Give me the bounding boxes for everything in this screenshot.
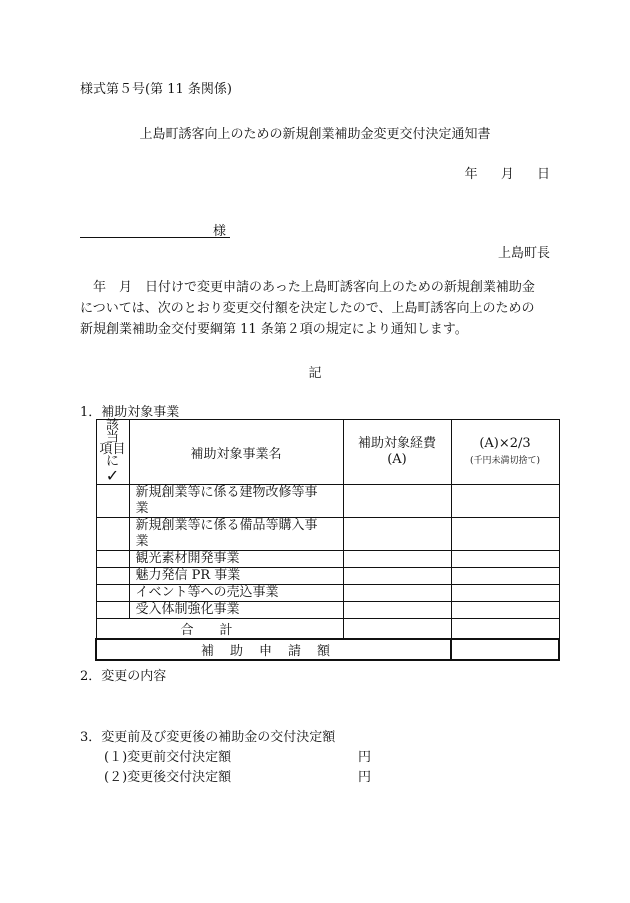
table-row [96, 518, 559, 551]
total-calc-cell[interactable] [451, 619, 559, 640]
check-label-2: 項目に [99, 442, 126, 469]
body-line-1: 年 月 日付けで変更申請のあった上島町誘客向上のための新規創業補助金 [80, 280, 535, 295]
name-column-header: 補助対象事業名 [129, 420, 343, 485]
total-label: 合計 [96, 619, 343, 640]
body-text [80, 277, 550, 340]
cost-cell[interactable] [343, 585, 451, 602]
date-day: 日 [536, 167, 550, 182]
body-line-3: 新規創業補助金交付要綱第 11 条第２項の規定により通知します。 [80, 322, 468, 337]
calc-cell[interactable] [451, 518, 559, 551]
table-row [96, 585, 559, 602]
checkmark-icon: ✓ [105, 466, 120, 485]
check-cell[interactable] [96, 485, 129, 518]
cost-cell[interactable] [343, 551, 451, 568]
subsidy-table [95, 419, 560, 661]
calc-cell[interactable] [451, 602, 559, 619]
cost-cell[interactable] [343, 518, 451, 551]
item-name: 新規創業等に係る備品等購入事 業 [129, 518, 343, 551]
calc-cell[interactable] [451, 485, 559, 518]
total-row [96, 619, 559, 640]
section3-heading: 3．変更前及び変更後の補助金の交付決定額 [80, 730, 336, 745]
calc-cell[interactable] [451, 585, 559, 602]
cost-cell[interactable] [343, 568, 451, 585]
calc-cell[interactable] [451, 551, 559, 568]
cost-cell[interactable] [343, 485, 451, 518]
table-row [96, 485, 559, 518]
table-row [96, 602, 559, 619]
item-name: 観光素材開発事業 [129, 551, 343, 568]
table-row [96, 551, 559, 568]
amount-label: 補助申請額 [96, 639, 451, 660]
total-cost-cell[interactable] [343, 619, 451, 640]
date-month: 月 [500, 167, 514, 182]
check-cell[interactable] [96, 551, 129, 568]
addressee-line [80, 220, 230, 238]
item-name: 魅力発信 PR 事業 [129, 568, 343, 585]
document-title: 上島町誘客向上のための新規創業補助金変更交付決定通知書 [139, 127, 491, 142]
check-cell[interactable] [96, 518, 129, 551]
after-amount-label: (２)変更後交付決定額 [104, 770, 232, 785]
item-name: 新規創業等に係る建物改修等事 業 [129, 485, 343, 518]
addressee-suffix: 様 [212, 224, 226, 239]
date-year: 年 [464, 167, 478, 182]
after-amount-yen: 円 [358, 770, 372, 785]
before-amount-label: (１)変更前交付決定額 [104, 750, 232, 765]
item-name: イベント等への売込事業 [129, 585, 343, 602]
form-number: 様式第５号(第 11 条関係) [80, 82, 232, 97]
item-name: 受入体制強化事業 [129, 602, 343, 619]
calc-cell[interactable] [451, 568, 559, 585]
amount-row [96, 639, 559, 660]
table-header-row [96, 420, 559, 485]
check-cell[interactable] [96, 568, 129, 585]
calc-column-header: (A)×2/3 (千円未満切捨て) [451, 420, 559, 485]
section2-heading: 2．変更の内容 [80, 669, 167, 684]
amount-cell[interactable] [451, 639, 559, 660]
check-cell[interactable] [96, 602, 129, 619]
section1-heading: 1．補助対象事業 [80, 405, 180, 420]
table-row [96, 568, 559, 585]
date-line [459, 163, 550, 182]
sender: 上島町長 [497, 246, 550, 261]
check-label-1: 該 当 [105, 418, 133, 445]
cost-column-header: 補助対象経費 (A) [343, 420, 451, 485]
cost-cell[interactable] [343, 602, 451, 619]
before-amount-yen: 円 [358, 750, 372, 765]
body-line-2: については、次のとおり変更交付額を決定したので、上島町誘客向上のための [80, 301, 535, 316]
ki-heading: 記 [308, 366, 322, 381]
check-column-header [96, 418, 133, 485]
check-cell[interactable] [96, 585, 129, 602]
